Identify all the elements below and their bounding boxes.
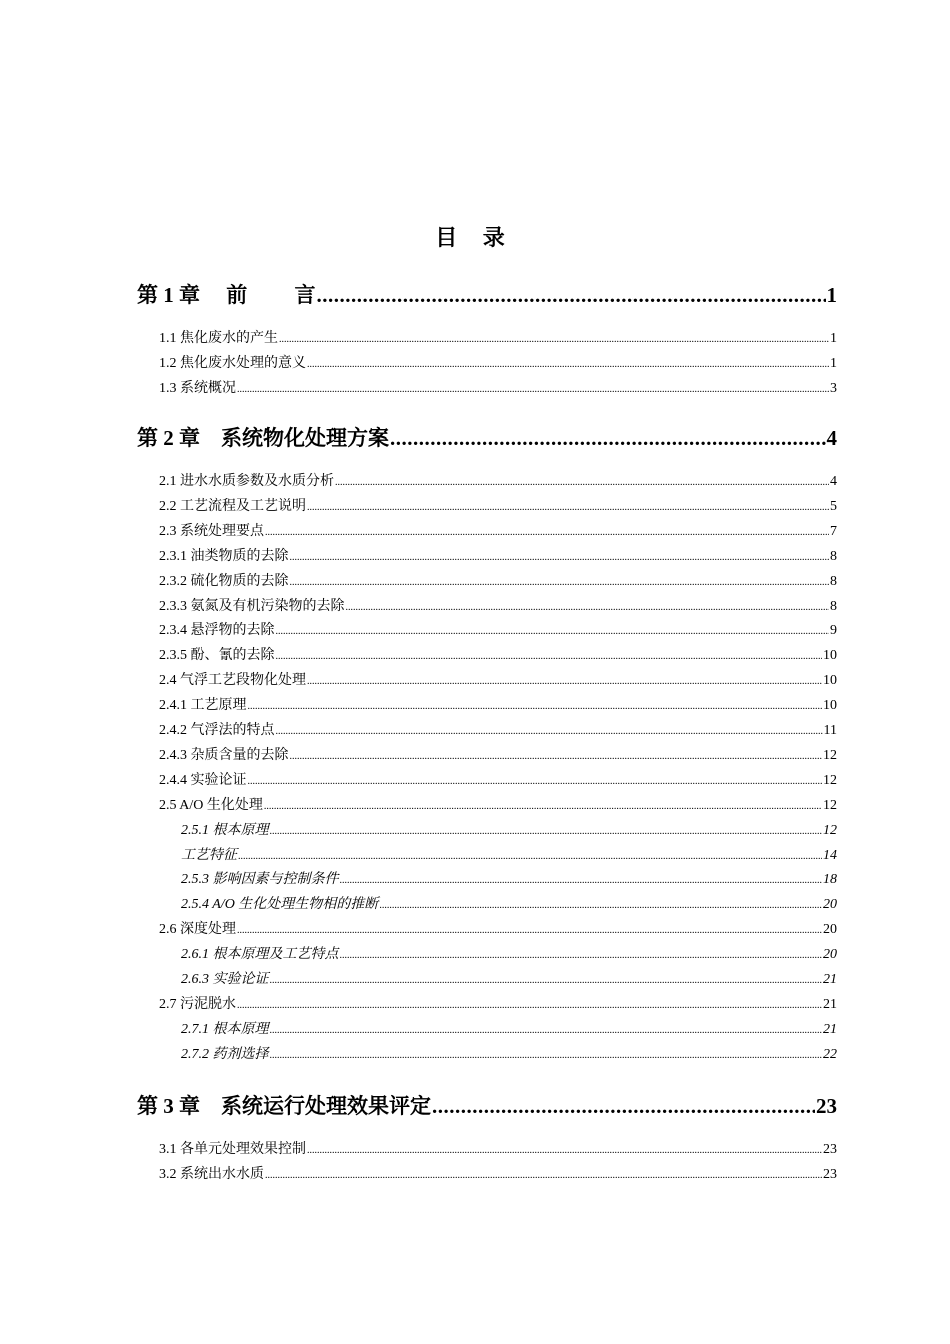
toc-page-number: 9	[830, 623, 837, 639]
dot-leader	[265, 527, 829, 538]
toc-page-number: 12	[823, 772, 837, 788]
toc-section-entry[interactable]	[137, 495, 837, 517]
toc-section-entry[interactable]	[137, 943, 837, 965]
toc-page-number: 21	[823, 1021, 837, 1037]
toc-section-entry[interactable]	[137, 520, 837, 542]
toc-section-entry[interactable]	[137, 619, 837, 641]
toc-entry-label: 2.4.3 杂质含量的去除	[159, 747, 289, 763]
toc-page-number: 20	[823, 947, 837, 963]
toc-page-number: 8	[830, 573, 837, 589]
toc-entry-label: 1.1 焦化废水的产生	[159, 331, 278, 346]
dot-leader	[340, 875, 823, 886]
toc-entry-label: 工艺特征	[181, 847, 237, 863]
toc-entry-label: 2.1 进水水质参数及水质分析	[159, 474, 334, 489]
dot-leader	[290, 751, 823, 762]
toc-section-entry[interactable]	[137, 669, 837, 691]
dot-leader	[238, 851, 822, 862]
toc-entry-label: 2.7.2 药剂选择	[181, 1046, 269, 1062]
dot-leader	[276, 651, 823, 662]
toc-entry-label: 2.2 工艺流程及工艺说明	[159, 498, 306, 514]
toc-page-number: 8	[830, 548, 837, 564]
dot-leader	[290, 552, 830, 563]
toc-page-number: 23	[823, 1142, 837, 1157]
dot-leader	[276, 726, 823, 737]
dot-leader	[390, 426, 826, 451]
dot-leader	[307, 676, 822, 687]
toc-entry-label: 2.5.3 影响因素与控制条件	[181, 872, 339, 888]
toc-section-entry[interactable]	[137, 327, 837, 349]
toc-section-entry[interactable]	[137, 794, 837, 816]
toc-entry-label: 1.2 焦化废水处理的意义	[159, 355, 306, 371]
dot-leader	[270, 1050, 823, 1061]
dot-leader	[248, 701, 823, 712]
toc-entry-label: 第 3 章 系统运行处理效果评定	[137, 1094, 431, 1118]
toc-page-number: 23	[823, 1166, 837, 1182]
toc-page-number: 12	[823, 747, 837, 763]
dot-leader	[270, 1025, 823, 1036]
dot-leader	[237, 384, 829, 395]
toc-section-entry[interactable]	[137, 918, 837, 940]
toc-section-entry[interactable]	[137, 868, 837, 890]
dot-leader	[237, 1000, 822, 1011]
toc-chapter-entry[interactable]	[137, 1090, 837, 1120]
toc-section-entry[interactable]	[137, 893, 837, 915]
toc-page-number: 5	[830, 498, 837, 514]
dot-leader	[237, 925, 822, 936]
toc-page-number: 4	[830, 474, 837, 489]
toc-entry-label: 2.3.3 氨氮及有机污染物的去除	[159, 598, 345, 614]
toc-section-entry[interactable]	[137, 644, 837, 666]
toc-page-number: 12	[823, 797, 837, 813]
toc-page-number: 10	[823, 648, 837, 664]
toc-page-number: 22	[823, 1046, 837, 1062]
toc-entry-label: 2.6 深度处理	[159, 922, 236, 938]
toc-section-entry[interactable]	[137, 1163, 837, 1185]
toc-section-entry[interactable]	[137, 1138, 837, 1160]
dot-leader	[290, 577, 830, 588]
dot-leader	[264, 801, 822, 812]
toc-section-entry[interactable]	[137, 1043, 837, 1065]
toc-section-entry[interactable]	[137, 819, 837, 841]
dot-leader	[335, 477, 829, 488]
toc-entry-label: 2.5.1 根本原理	[181, 822, 269, 838]
toc-entry-label: 第 1 章 前 言	[137, 283, 316, 307]
dot-leader	[317, 283, 826, 308]
toc-section-entry[interactable]	[137, 377, 837, 399]
toc-entry-label: 2.3 系统处理要点	[159, 523, 264, 539]
toc-section-entry[interactable]	[137, 545, 837, 567]
page-title: 目 录	[435, 225, 515, 250]
dot-leader	[270, 826, 823, 837]
toc-page-number: 20	[823, 922, 837, 938]
toc-entry-label: 2.6.1 根本原理及工艺特点	[181, 947, 339, 963]
toc-entry-label: 2.3.5 酚、氰的去除	[159, 648, 275, 664]
toc-entry-label: 2.3.2 硫化物质的去除	[159, 573, 289, 589]
toc-section-entry[interactable]	[137, 719, 837, 741]
toc-page-number: 10	[823, 698, 837, 714]
toc-section-entry[interactable]	[137, 570, 837, 592]
toc-section-entry[interactable]	[137, 744, 837, 766]
toc-entry-label: 2.4.4 实验论证	[159, 772, 247, 788]
dot-leader	[265, 1170, 822, 1181]
dot-leader	[279, 334, 829, 345]
toc-entry-label: 1.3 系统概况	[159, 380, 236, 396]
toc-page-number: 20	[823, 897, 837, 913]
dot-leader	[307, 502, 829, 513]
toc-section-entry[interactable]	[137, 352, 837, 374]
toc-entry-label: 第 2 章 系统物化处理方案	[137, 426, 389, 450]
toc-page-number: 23	[816, 1094, 837, 1118]
toc-section-entry[interactable]	[137, 694, 837, 716]
toc-page-number: 1	[830, 331, 837, 346]
toc-entry-label: 2.7 污泥脱水	[159, 996, 236, 1012]
toc-page-number: 12	[823, 822, 837, 838]
dot-leader	[248, 776, 823, 787]
toc-entry-label: 2.3.1 油类物质的去除	[159, 548, 289, 564]
toc-page-number: 3	[830, 380, 837, 396]
toc-section-entry[interactable]	[137, 470, 837, 492]
toc-page-number: 18	[823, 872, 837, 888]
dot-leader	[270, 975, 823, 986]
dot-leader	[346, 602, 830, 613]
toc-entry-label: 2.5.4 A/O 生化处理生物相的推断	[181, 897, 379, 913]
toc-page-number: 21	[823, 972, 837, 987]
toc-page-number: 1	[830, 355, 837, 371]
toc-page-number: 21	[823, 996, 837, 1012]
toc-page-number: 4	[826, 426, 837, 450]
toc-entry-label: 2.4.2 气浮法的特点	[159, 723, 275, 738]
dot-leader	[276, 626, 830, 637]
toc-chapter-entry[interactable]	[137, 422, 837, 452]
toc-entry-label: 2.3.4 悬浮物的去除	[159, 623, 275, 639]
toc-page-number: 14	[823, 847, 837, 863]
toc-page-number: 10	[823, 673, 837, 689]
toc-page-number: 8	[830, 598, 837, 614]
dot-leader	[340, 950, 823, 961]
toc-entry-label: 2.7.1 根本原理	[181, 1021, 269, 1037]
dot-leader	[307, 359, 829, 370]
toc-entry-label: 2.6.3 实验论证	[181, 972, 269, 987]
toc-section-entry[interactable]	[137, 1018, 837, 1040]
toc-entry-label: 3.1 各单元处理效果控制	[159, 1142, 306, 1157]
toc-section-entry[interactable]	[137, 844, 837, 866]
toc-entry-label: 3.2 系统出水水质	[159, 1166, 264, 1182]
toc-entry-label: 2.4 气浮工艺段物化处理	[159, 673, 306, 689]
dot-leader	[432, 1094, 815, 1119]
toc-page-number: 11	[823, 723, 837, 738]
toc-section-entry[interactable]	[137, 993, 837, 1015]
dot-leader	[307, 1145, 822, 1156]
dot-leader	[379, 900, 822, 911]
toc-entry-label: 2.5 A/O 生化处理	[159, 797, 263, 813]
toc-page-number: 7	[830, 523, 837, 539]
toc-page-number: 1	[826, 283, 837, 307]
toc-chapter-entry[interactable]	[137, 279, 837, 309]
toc-entry-label: 2.4.1 工艺原理	[159, 698, 247, 714]
toc-section-entry[interactable]	[137, 769, 837, 791]
toc-section-entry[interactable]	[137, 595, 837, 617]
toc-section-entry[interactable]	[137, 968, 837, 990]
